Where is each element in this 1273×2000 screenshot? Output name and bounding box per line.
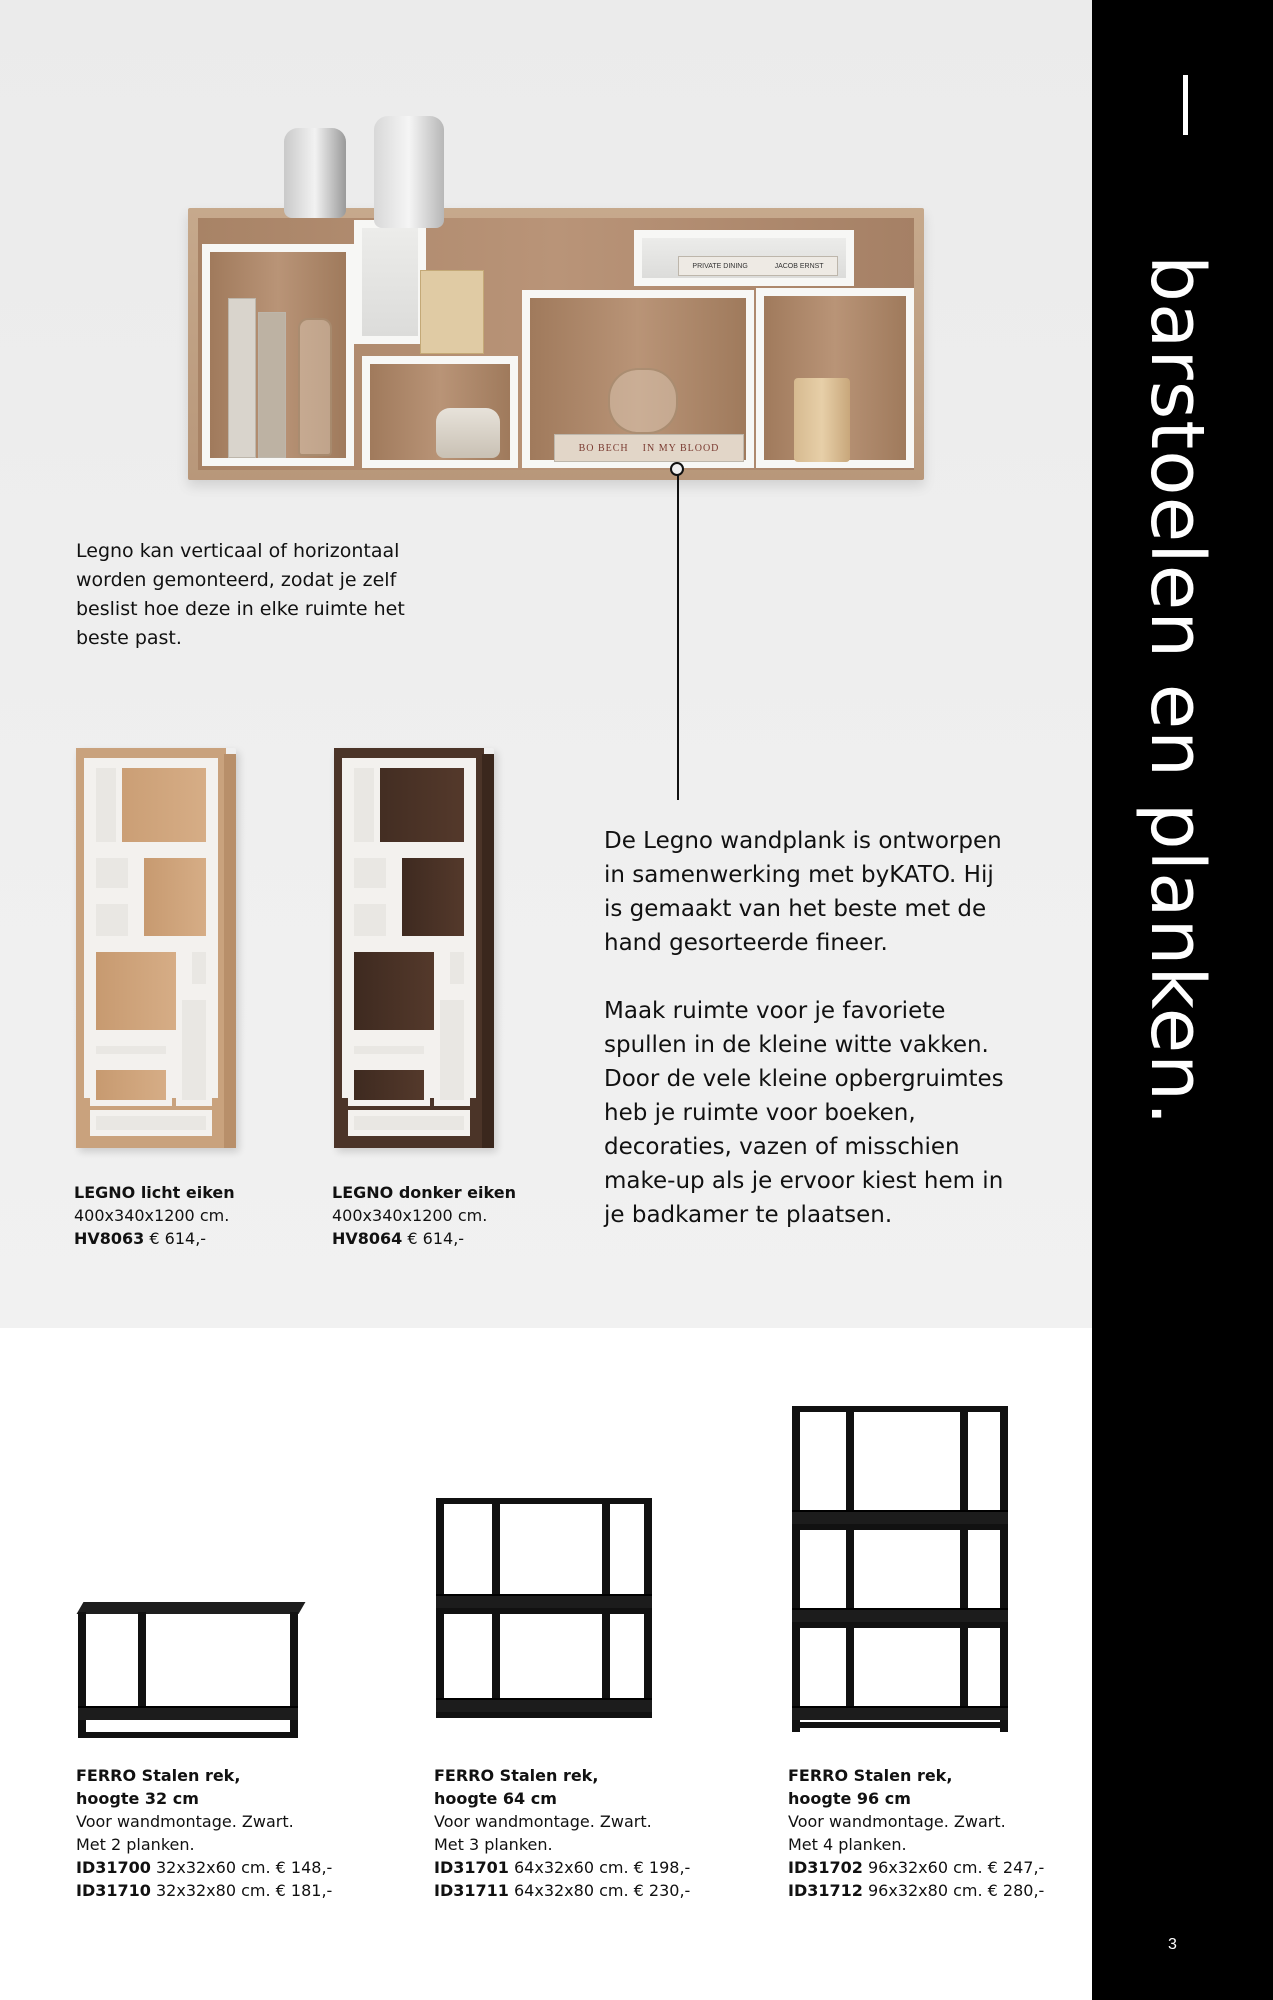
ferro-64-caption: FERRO Stalen rek, hoogte 64 cm Voor wandmontage. Zwart. Met 3 planken. ID31701 64x32x60 cm. € 198,- ID31711 64x32x80 cm. € 230,- <box>434 1766 691 1900</box>
jug-image <box>374 116 444 228</box>
side-rule <box>1183 75 1188 135</box>
intro-paragraph: Legno kan verticaal of horizontaal worden gemonteerd, zodat je zelf beslist hoe deze in elke ruimte het beste past. <box>76 540 405 649</box>
legno-dark-oak-image <box>334 748 494 1148</box>
legno-wall-shelf-image <box>188 208 924 480</box>
book-stack-top: PRIVATE DINING JACOB ERNST <box>678 256 838 276</box>
callout-dot <box>670 462 684 476</box>
ferro-rack-64-image <box>434 1498 654 1720</box>
legno-dark-caption: LEGNO donker eiken 400x340x1200 cm. HV8064 € 614,- <box>332 1183 516 1248</box>
ferro-rack-96-image <box>790 1406 1010 1736</box>
ferro-96-caption: FERRO Stalen rek, hoogte 96 cm Voor wandmontage. Zwart. Met 4 planken. ID31702 96x32x60 cm. € 247,- ID31712 96x32x80 cm. € 280,- <box>788 1766 1045 1900</box>
legno-light-oak-image <box>76 748 236 1148</box>
page-number: 3 <box>1168 1936 1177 1953</box>
book-spine: BO BECH IN MY BLOOD <box>554 434 744 462</box>
ferro-32-caption: FERRO Stalen rek, hoogte 32 cm Voor wandmontage. Zwart. Met 2 planken. ID31700 32x32x60 cm. € 148,- ID31710 32x32x80 cm. € 181,- <box>76 1766 333 1900</box>
section-title: barstoelen en planken. <box>1134 255 1220 1127</box>
teapot-image <box>284 128 346 218</box>
legno-light-caption: LEGNO licht eiken 400x340x1200 cm. HV8063 € 614,- <box>74 1183 235 1248</box>
ferro-rack-32-image <box>74 1600 302 1740</box>
description-text: De Legno wandplank is ontworpen in samenwerking met byKATO. Hij is gemaakt van het beste met de hand gesorteerde fineer. Maak ruimte voor je favoriete spullen in de kleine witte vakken. Door de vele kleine opbergruimtes heb je ruimte voor boeken, decoraties, vazen of misschien make-up als je ervoor kiest hem in je badkamer te plaatsen. <box>604 828 1004 1228</box>
callout-line <box>677 470 679 800</box>
